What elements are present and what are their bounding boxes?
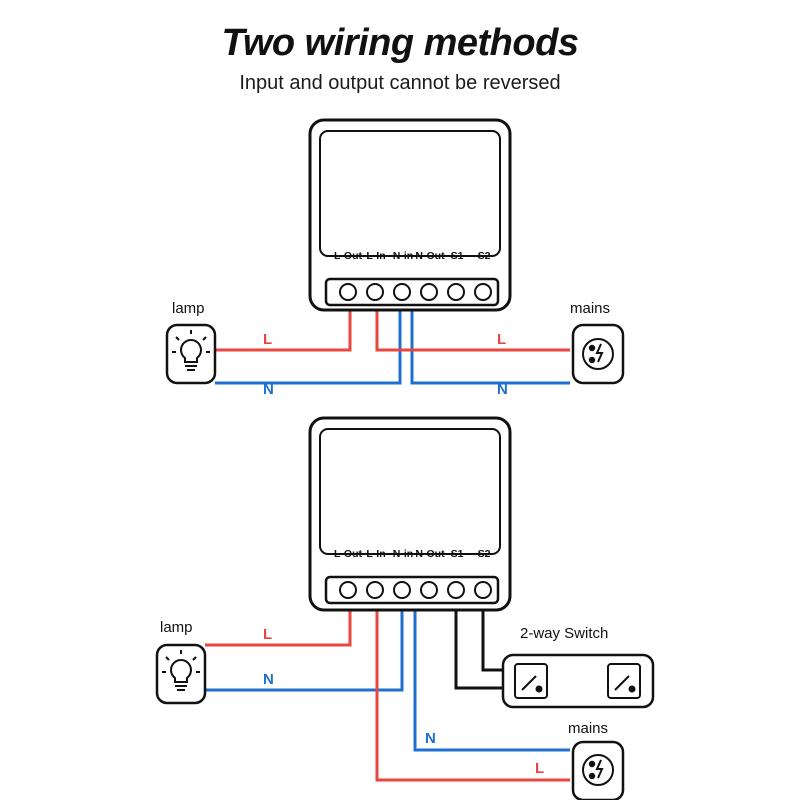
- terminal-screw-l-in: [367, 284, 383, 300]
- terminal-screw-n-out: [421, 284, 437, 300]
- terminal-label-s1: S1: [450, 250, 464, 262]
- wire-label-2-lamp-live: L: [263, 626, 273, 643]
- terminal-label-n-in: N-in: [392, 250, 414, 262]
- terminal-screw-2-n-in: [394, 582, 410, 598]
- diagram-two: [157, 418, 653, 800]
- terminal-label-2-n-out: N-Out: [415, 548, 445, 560]
- wire-label-mains-neutral: N: [497, 381, 508, 398]
- wire-label-lamp-neutral: N: [263, 381, 274, 398]
- terminal-screw-2-l-in: [367, 582, 383, 598]
- terminal-screw-2-s1: [448, 582, 464, 598]
- two-way-switch-label: 2-way Switch: [520, 625, 609, 642]
- terminal-label-n-out: N-Out: [415, 250, 445, 262]
- terminal-label-l-in: L-In: [366, 250, 386, 262]
- lamp-label-2: lamp: [160, 619, 193, 636]
- terminal-screw-s1: [448, 284, 464, 300]
- wire-label-mains-live: L: [497, 331, 507, 348]
- wire-label-2-mains-neutral: N: [425, 730, 436, 747]
- terminal-screw-2-s2: [475, 582, 491, 598]
- lamp-label: lamp: [172, 300, 205, 317]
- terminal-label-l-out: L-Out: [334, 250, 362, 262]
- diagram-one: [167, 120, 623, 398]
- switch-module-face: [320, 131, 500, 256]
- terminal-label-2-l-out: L-Out: [334, 548, 362, 560]
- terminal-label-2-s2: S2: [477, 548, 491, 560]
- terminal-screw-n-in: [394, 284, 410, 300]
- terminal-label-2-n-in: N-in: [392, 548, 414, 560]
- terminal-screw-2-l-out: [340, 582, 356, 598]
- wire-lamp-neutral: [215, 300, 400, 383]
- mains-label: mains: [570, 300, 611, 317]
- terminal-label-2-s1: S1: [450, 548, 464, 560]
- terminal-screw-l-out: [340, 284, 356, 300]
- wire-label-2-mains-live: L: [535, 760, 545, 777]
- wire-label-2-lamp-neutral: N: [263, 671, 274, 688]
- terminal-screw-2-n-out: [421, 582, 437, 598]
- mains-box-2: [573, 742, 623, 800]
- terminal-screw-s2: [475, 284, 491, 300]
- terminal-label-s2: S2: [477, 250, 491, 262]
- mains-label-2: mains: [568, 720, 609, 737]
- switch-module-face-2: [320, 429, 500, 554]
- terminal-label-2-l-in: L-In: [366, 548, 386, 560]
- wire-mains-neutral: [412, 300, 570, 383]
- page-subtitle: Input and output cannot be reversed: [239, 72, 561, 94]
- wire-label-lamp-live: L: [263, 331, 273, 348]
- page-title: Two wiring methods: [221, 22, 579, 64]
